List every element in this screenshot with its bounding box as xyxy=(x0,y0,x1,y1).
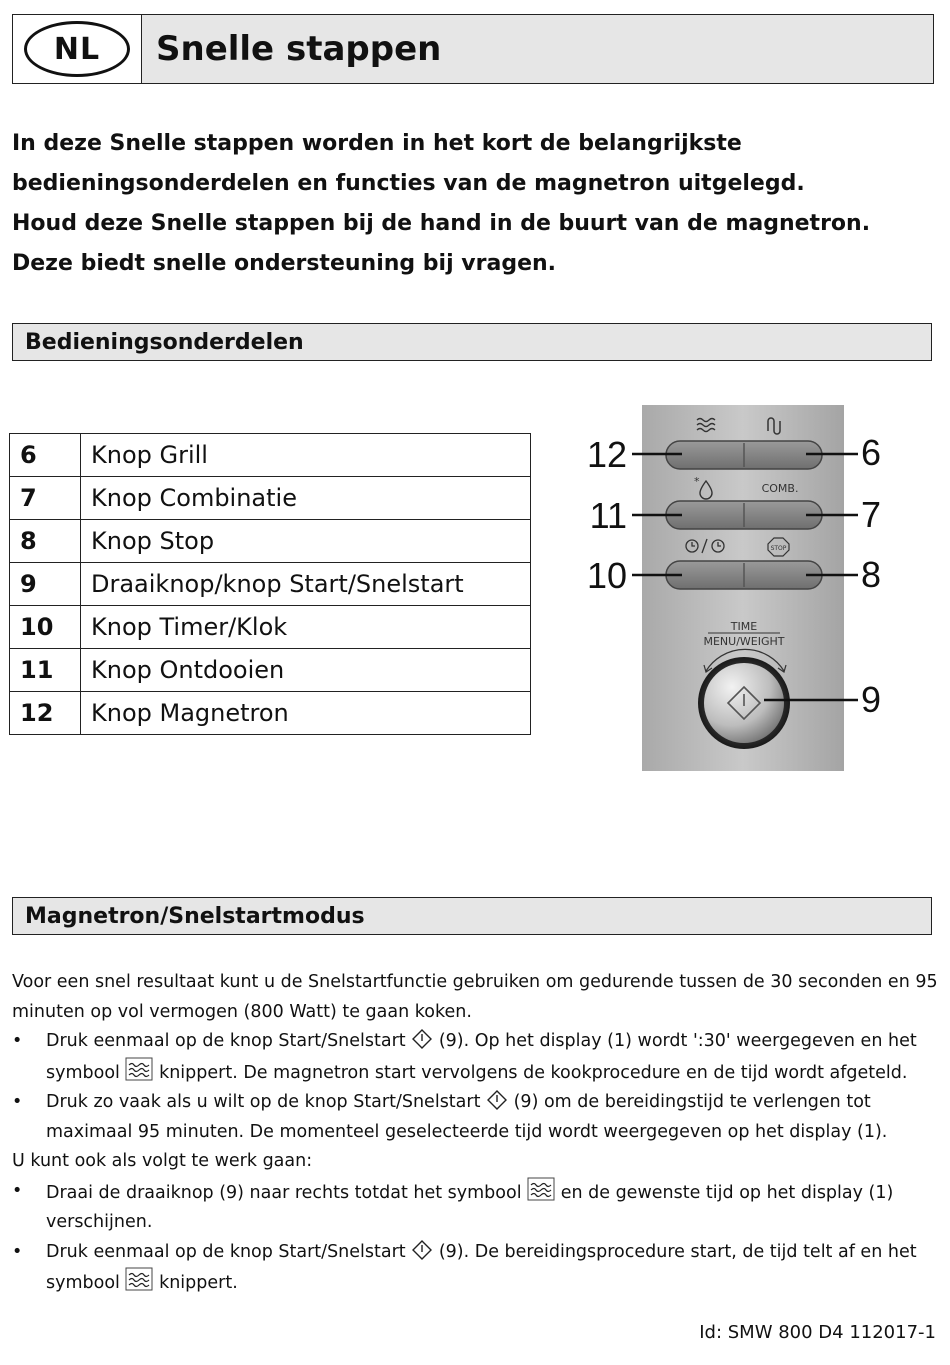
bullet-text-part: (9). De bereidingsprocedure start, de tijd telt af en het symbool xyxy=(46,1241,917,1293)
bullet-item xyxy=(12,1027,940,1088)
intro-paragraph-2: Houd deze Snelle stappen bij de hand in de buurt van de magnetron. Deze biedt snelle ondersteuning bij vragen. xyxy=(12,211,871,276)
part-label: Knop Stop xyxy=(81,520,531,563)
bullet-text-part: en de gewenste tijd op het display (1) verschijnen. xyxy=(46,1182,894,1232)
body-paragraph-1: Voor een snel resultaat kunt u de Snelstartfunctie gebruiken om gedurende tussen de 30 seconden en 95 minuten op vol vermogen (800 Watt) te gaan koken. xyxy=(12,972,938,1022)
bullet-text xyxy=(46,1177,940,1238)
bullet-text-part: knippert. De magnetron start vervolgens de kookprocedure en de tijd wordt afgeteld. xyxy=(159,1062,908,1083)
part-number: 9 xyxy=(10,563,81,606)
part-number: 10 xyxy=(10,606,81,649)
page-title: Snelle stappen xyxy=(156,29,442,69)
stop-icon-label: STOP xyxy=(770,545,787,552)
part-label: Knop Combinatie xyxy=(81,477,531,520)
start-icon xyxy=(486,1090,508,1110)
table-row xyxy=(10,606,531,649)
bullet-dot: • xyxy=(12,1031,23,1051)
quickstart-text xyxy=(12,968,940,1299)
bullet-text xyxy=(46,1088,940,1147)
comb-label: COMB. xyxy=(761,482,799,495)
callout-10: 10 xyxy=(586,555,627,596)
part-number: 6 xyxy=(10,434,81,477)
bullet-text-part: knippert. xyxy=(159,1273,238,1293)
table-row xyxy=(10,563,531,606)
time-label: TIME xyxy=(730,620,758,633)
section-heading-controls: Bedieningsonderdelen xyxy=(12,323,932,361)
bullet-dot: • xyxy=(12,1180,23,1201)
part-label: Knop Magnetron xyxy=(81,692,531,735)
svg-text:*: * xyxy=(694,475,700,488)
part-label: Knop Ontdooien xyxy=(81,649,531,692)
callout-7: 7 xyxy=(861,494,882,535)
callout-6: 6 xyxy=(861,432,882,473)
intro-text xyxy=(12,124,937,284)
start-icon xyxy=(411,1029,433,1049)
language-badge-cell xyxy=(13,15,142,83)
bullet-dot: • xyxy=(12,1092,23,1112)
part-label: Draaiknop/knop Start/Snelstart xyxy=(81,563,531,606)
bullet-text xyxy=(46,1238,940,1299)
controls-table xyxy=(9,433,531,735)
callout-11: 11 xyxy=(589,495,627,536)
bullet-text-part: Draai de draaiknop (9) naar rechts totdat het symbool xyxy=(46,1182,522,1203)
bullet-text-part: (9) om de bereidingstijd te verlengen tot maximaal 95 minuten. De momenteel geselecteerde tijd wordt weergegeven op het display (1). xyxy=(46,1092,888,1142)
bullet-text-part: (9). Op het display (1) wordt ':30' weergegeven en het symbool xyxy=(46,1031,917,1083)
callout-12: 12 xyxy=(586,434,627,475)
menu-weight-label: MENU/WEIGHT xyxy=(703,635,785,648)
bullet-item xyxy=(12,1177,940,1238)
language-badge: NL xyxy=(24,21,130,77)
document-id: Id: SMW 800 D4 112017-1 xyxy=(699,1322,936,1343)
bullet-text xyxy=(46,1027,940,1088)
intro-paragraph-1: In deze Snelle stappen worden in het kort de belangrijkste bedieningsonderdelen en functies van de magnetron uitgelegd. xyxy=(12,131,805,196)
table-row xyxy=(10,477,531,520)
part-number: 7 xyxy=(10,477,81,520)
bullet-text-part: Druk eenmaal op de knop Start/Snelstart xyxy=(46,1031,406,1051)
microwave-icon xyxy=(527,1177,555,1201)
table-row xyxy=(10,434,531,477)
page-header xyxy=(12,14,934,84)
bullet-text-part: Druk zo vaak als u wilt op de knop Start/Snelstart xyxy=(46,1092,481,1112)
part-number: 12 xyxy=(10,692,81,735)
callout-8: 8 xyxy=(861,554,882,595)
table-row xyxy=(10,649,531,692)
body-paragraph-2: U kunt ook als volgt te werk gaan: xyxy=(12,1151,313,1171)
section-heading-quickstart: Magnetron/Snelstartmodus xyxy=(12,897,932,935)
bullet-item xyxy=(12,1238,940,1299)
control-panel-illustration xyxy=(578,403,898,773)
part-label: Knop Grill xyxy=(81,434,531,477)
bullet-dot: • xyxy=(12,1241,23,1262)
bullet-item xyxy=(12,1088,940,1147)
bullet-text-part: Druk eenmaal op de knop Start/Snelstart xyxy=(46,1241,406,1262)
table-row xyxy=(10,692,531,735)
part-number: 8 xyxy=(10,520,81,563)
callout-9: 9 xyxy=(861,679,882,720)
table-row xyxy=(10,520,531,563)
part-label: Knop Timer/Klok xyxy=(81,606,531,649)
part-number: 11 xyxy=(10,649,81,692)
microwave-icon xyxy=(125,1267,153,1291)
microwave-icon xyxy=(125,1057,153,1081)
start-icon xyxy=(411,1240,433,1260)
